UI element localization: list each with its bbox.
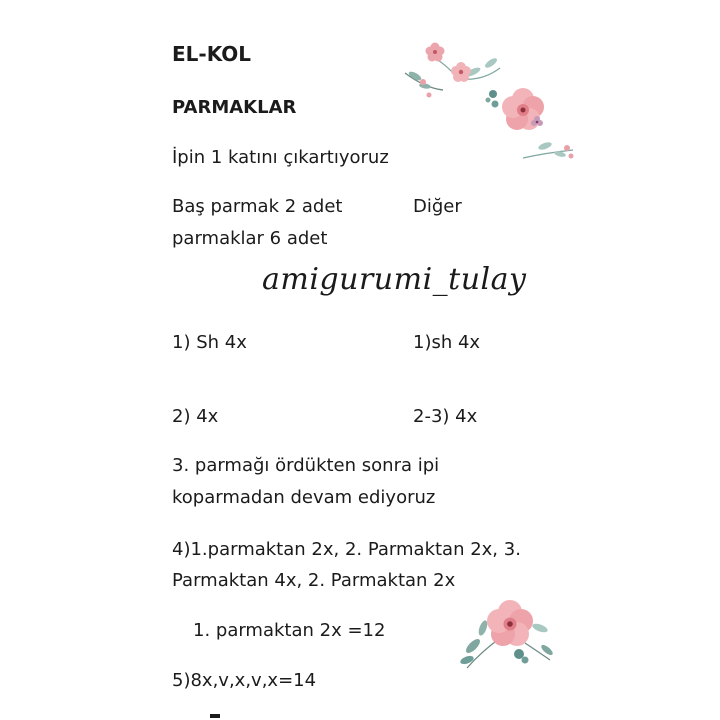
instruction-line: Baş parmak 2 adet xyxy=(172,196,343,217)
instruction-line: İpin 1 katını çıkartıyoruz xyxy=(172,147,389,168)
pink-flower-cluster-icon xyxy=(395,38,580,173)
watermark-signature: amigurumi_tulay xyxy=(262,262,527,297)
pink-flower-bouquet-icon xyxy=(455,598,565,678)
row-right: 1)sh 4x xyxy=(413,332,481,353)
cut-off-line xyxy=(172,708,232,720)
instruction-line: Parmaktan 4x, 2. Parmaktan 2x xyxy=(172,570,456,591)
instruction-line: Diğer xyxy=(413,196,462,217)
row-left: 2) 4x xyxy=(172,406,219,427)
row-right: 2-3) 4x xyxy=(413,406,478,427)
instruction-line: 3. parmağı ördükten sonra ipi xyxy=(172,455,440,476)
instruction-line: 4)1.parmaktan 2x, 2. Parmaktan 2x, 3. xyxy=(172,539,521,560)
section-title: EL-KOL xyxy=(172,42,252,66)
section-subtitle: PARMAKLAR xyxy=(172,97,297,118)
instruction-line: 1. parmaktan 2x =12 xyxy=(193,620,386,641)
instruction-line: koparmadan devam ediyoruz xyxy=(172,487,436,508)
instruction-line: parmaklar 6 adet xyxy=(172,228,328,249)
instruction-line: 5)8x,v,x,v,x=14 xyxy=(172,670,317,691)
row-left: 1) Sh 4x xyxy=(172,332,247,353)
